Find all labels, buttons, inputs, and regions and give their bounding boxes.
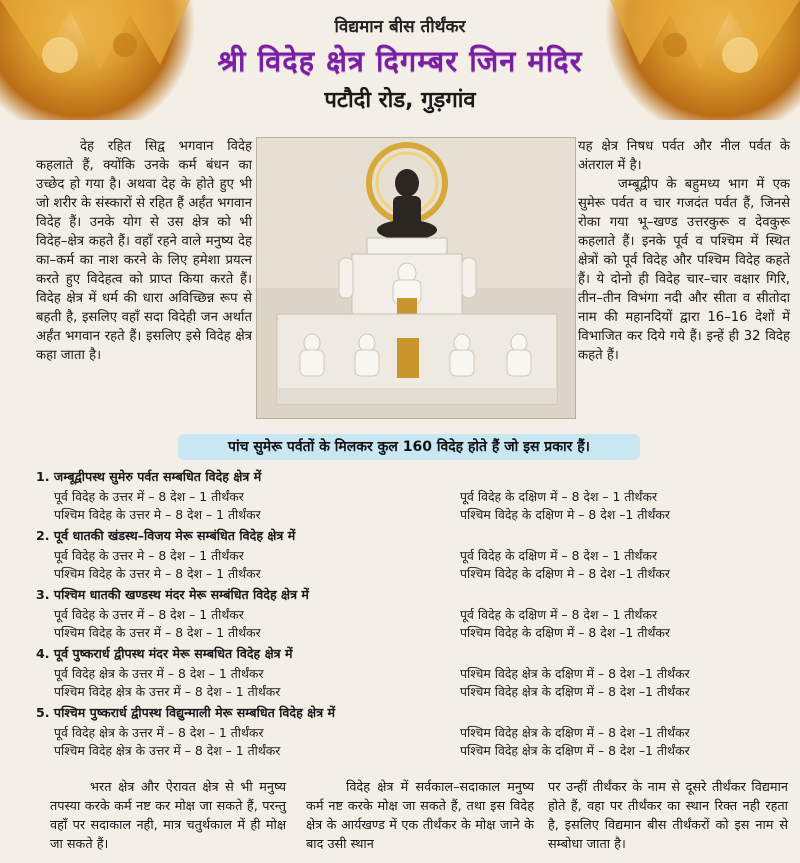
page-subtitle: विद्यमान बीस तीर्थंकर bbox=[334, 17, 466, 37]
corner-ornament-right bbox=[600, 0, 800, 120]
list-line-left-2: पश्चिम विदेह क्षेत्र के उत्तर में – 8 देश – 1 तीर्थंकर bbox=[54, 684, 281, 699]
list-item-heading: 1. जम्बूद्वीपस्थ सुमेरु पर्वत सम्बधित विदेह क्षेत्र में bbox=[36, 469, 262, 484]
temple-location: पटौदी रोड, गुड़गांव bbox=[324, 88, 476, 113]
bottom-paragraph-2: विदेह क्षेत्र में सर्वकाल–सदाकाल मनुष्य कर्म नष्ट करके मोक्ष जा सकते हैं, तथा इस विदेह क्षेत्र के आर्यखण्ड में एक तीर्थंकर के मोक्ष जाने के बाद उसी स्थान bbox=[306, 780, 534, 852]
list-line-left-2: पश्चिम विदेह के उत्तर में – 8 देश – 1 तीर्थंकर bbox=[54, 625, 261, 640]
list-line-right-2: पश्चिम विदेह के दक्षिण में – 8 देश –1 तीर्थंकर bbox=[460, 625, 670, 640]
bottom-paragraph-3: पर उन्हीं तीर्थंकर के नाम से दूसरे तीर्थंकर विद्यमान होते हैं, वहा पर तीर्थंकर का स्थान रिक्त नही रहता है, इसलिए विद्यमान बीस तीर्थंकरों को इस नाम से सम्बोधा जाता है। bbox=[548, 780, 788, 852]
list-line-left-1: पूर्व विदेह के उत्तर में – 8 देश – 1 तीर्थंकर bbox=[54, 607, 244, 622]
list-line-right-2: पश्चिम विदेह क्षेत्र के दक्षिण में – 8 देश –1 तीर्थंकर bbox=[460, 684, 690, 699]
bottom-paragraph-1: भरत क्षेत्र और ऐरावत क्षेत्र से भी मनुष्य तपस्या करके कर्म नष्ट कर मोक्ष जा सकते हैं, परन्तु वहाँ पर सदाकाल नही, मात्र चतुर्थकाल में ही मोक्ष जा सकते हैं। bbox=[50, 780, 286, 852]
intro-left-paragraph: देह रहित सिद्व भगवान विदेह कहलाते हैं, क्योंकि उनके कर्म बंधन का उच्छेद हो गया है। अथवा देह के होते हुए भी जो शरीर के संस्कारों से रहित हैं अर्हंत भगवान विदेह हैं। उनके योग से उस क्षेत्र को भी विदेह–क्षेत्र कहते हैं। वहाँ रहने वाले मनुष्य देह का–कर्म का नाश करने के लिए हमेशा प्रयत्न करते हुए विदेहत्व को प्राप्त किया करते हैं। विदेह क्षेत्र में धर्म की धारा अविच्छिन्न रूप से बहती है, इसलिए वहाँ सदा विदेही जन अर्थात अर्हंत भगवान रहते हैं। इसलिए इसे विदेह क्षेत्र कहा जाता है। bbox=[36, 139, 252, 363]
list-item-heading: 4. पूर्व पुष्करार्ध द्वीपस्थ मंदर मेरू सम्बधित विदेह क्षेत्र में bbox=[36, 646, 293, 661]
intro-right-paragraph-2: जम्बूद्वीप के बहुमध्य भाग में एक सुमेरू पर्वत व चार गजदंत पर्वत हैं, जिनसे रोका गया भू–खण्ड उत्तरकुरू व देवकुरू कहलाते हैं। इनके पूर्व व पश्चिम में स्थित क्षेत्रों को पूर्व विदेह और पश्चिम विदेह कहते हैं। ये दोनो ही विदेह चार–चार वक्षार गिरि, तीन–तीन विभंगा नदी और सीता व सीतोदा नाम की महानदियों द्वारा 16–16 देशों में विभाजित कर दिये गये हैं। इन्हें ही 32 विदेह कहते हैं। bbox=[578, 177, 790, 363]
list-line-right-2: पश्चिम विदेह क्षेत्र के दक्षिण में – 8 देश –1 तीर्थंकर bbox=[460, 743, 690, 758]
list-line-left-1: पूर्व विदेह के उत्तर में – 8 देश – 1 तीर्थंकर bbox=[54, 489, 244, 504]
list-line-right-1: पूर्व विदेह के दक्षिण में – 8 देश – 1 तीर्थंकर bbox=[460, 489, 658, 504]
list-line-left-1: पूर्व विदेह क्षेत्र के उत्तर में – 8 देश – 1 तीर्थंकर bbox=[54, 666, 264, 681]
list-line-right-1: पूर्व विदेह के दक्षिण में – 8 देश – 1 तीर्थंकर bbox=[460, 548, 658, 563]
list-item-heading: 5. पश्चिम पुष्करार्ध द्वीपस्थ विद्युन्माली मेरू सम्बधित विदेह क्षेत्र में bbox=[36, 705, 336, 720]
page-header bbox=[170, 14, 630, 114]
list-line-left-1: पूर्व विदेह के उत्तर मे – 8 देश – 1 तीर्थंकर bbox=[54, 548, 244, 563]
list-line-left-2: पश्चिम विदेह के उत्तर मे – 8 देश – 1 तीर्थंकर bbox=[54, 566, 261, 581]
list-line-left-1: पूर्व विदेह क्षेत्र के उत्तर में – 8 देश – 1 तीर्थंकर bbox=[54, 725, 264, 740]
list-line-right-2: पश्चिम विदेह के दक्षिण मे – 8 देश –1 तीर्थंकर bbox=[460, 507, 670, 522]
section-banner: पांच सुमेरू पर्वतों के मिलकर कुल 160 विदेह होते हैं जो इस प्रकार हैं। bbox=[178, 434, 640, 460]
list-line-left-2: पश्चिम विदेह क्षेत्र के उत्तर में – 8 देश – 1 तीर्थंकर bbox=[54, 743, 281, 758]
intro-right-paragraph-1: यह क्षेत्र निषध पर्वत और नील पर्वत के अंतराल में है। bbox=[578, 139, 790, 173]
intro-right-text bbox=[578, 137, 790, 365]
temple-spires-right-icon bbox=[600, 0, 800, 120]
list-line-right-1: पश्चिम विदेह क्षेत्र के दक्षिण में – 8 देश –1 तीर्थंकर bbox=[460, 725, 690, 740]
list-item-heading: 2. पूर्व धातकी खंडस्थ–विजय मेरू सम्बंधित विदेह क्षेत्र में bbox=[36, 528, 296, 543]
list-line-right-2: पश्चिम विदेह के दक्षिण मे – 8 देश –1 तीर्थंकर bbox=[460, 566, 670, 581]
temple-idol-photo bbox=[256, 137, 576, 419]
list-line-right-1: पश्चिम विदेह क्षेत्र के दक्षिण में – 8 देश –1 तीर्थंकर bbox=[460, 666, 690, 681]
list-item-heading: 3. पश्चिम धातकी खण्डस्थ मंदर मेरू सम्बंधित विदेह क्षेत्र में bbox=[36, 587, 309, 602]
list-line-right-1: पूर्व विदेह के दक्षिण में – 8 देश – 1 तीर्थंकर bbox=[460, 607, 658, 622]
jain-idol-shrine-icon bbox=[257, 138, 575, 418]
page-title: श्री विदेह क्षेत्र दिगम्बर जिन मंदिर bbox=[217, 44, 583, 78]
list-line-left-2: पश्चिम विदेह के उत्तर मे – 8 देश – 1 तीर्थंकर bbox=[54, 507, 261, 522]
